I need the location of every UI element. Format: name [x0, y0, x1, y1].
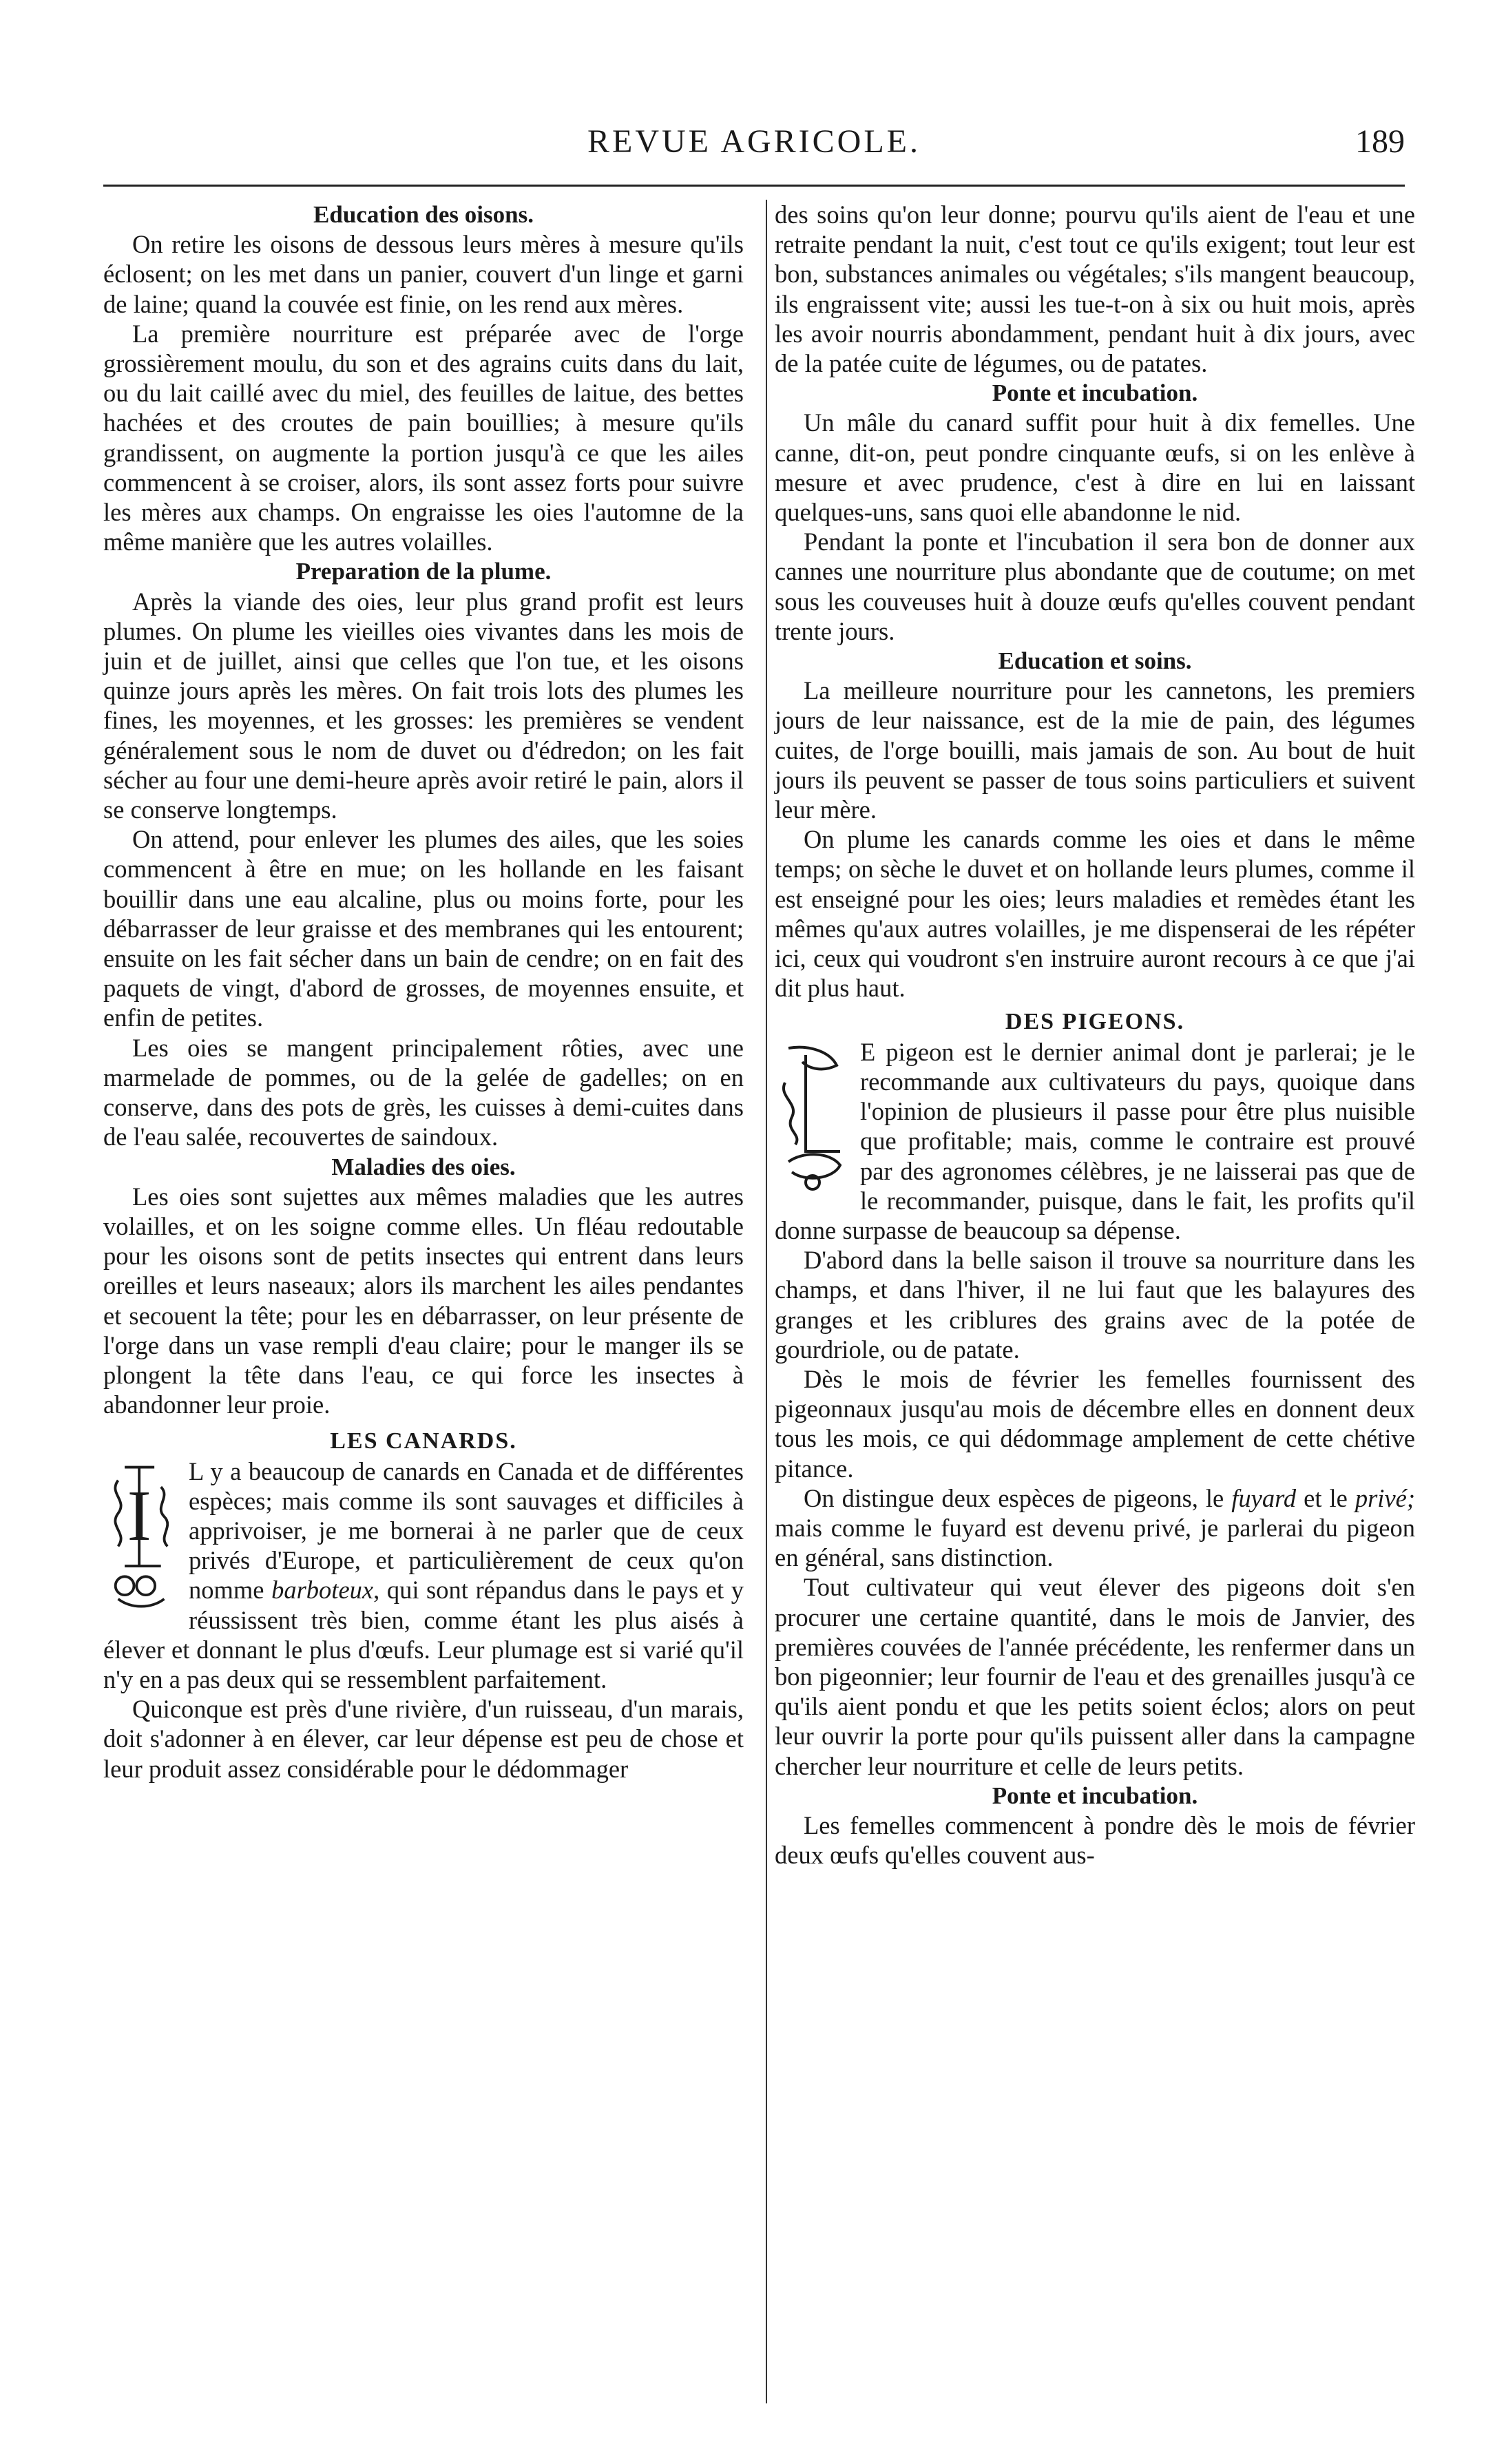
header-rule	[103, 185, 1405, 187]
paragraph: des soins qu'on leur donne; pourvu qu'ils aient de l'eau et une retraite pendant la nuit, c'est tout ce qu'ils exigent; tout leur est bon, substances animales ou végétales; s'ils mangent beaucoup, ils engraissent vite; aussi les tue-t-on à six ou huit mois, après les avoir nourris abondamment, pendant huit à dix jours, avec de la patée cuite de légumes, ou de patates.	[775, 200, 1415, 378]
paragraph: On plume les canards comme les oies et dans le même temps; on sèche le duvet et on hollande leurs plumes, comme il est enseigné pour les oies; leurs maladies et remèdes étant les mêmes qu'aux autres volailles, je me dispenserai de les répéter ici, ceux qui voudront s'en instruire auront recours à ce que j'ai dit plus haut.	[775, 825, 1415, 1003]
paragraph: Les femelles commencent à pondre dès le mois de février deux œufs qu'elles couvent aus-	[775, 1810, 1415, 1870]
heading-maladies-oies: Maladies des oies.	[331, 1153, 516, 1180]
heading-des-pigeons: DES PIGEONS.	[1005, 1009, 1185, 1035]
paragraph: On attend, pour enlever les plumes des ailes, que les soies commencent à être en mue; on les hollande en les faisant bouillir dans une eau alcaline, plus ou moins forte, pour les débarrasser de leur graisse et des membranes qui les entourent; ensuite on les fait sécher dans un bain de cendre; on en fait des paquets de vingt, d'abord de grosses, de moyennes ensuite, et enfin de petites.	[103, 825, 744, 1032]
paragraph: Après la viande des oies, leur plus grand profit est leurs plumes. On plume les vieilles oies vivantes dans les mois de juin et de juillet, ainsi que celles que l'on tue, et les oisons quinze jours après les mères. On fait trois lots des plumes les fines, les moyennes, et les grosses: les premières se vendent généralement sous le nom de duvet ou d'édredon; on les fait sécher au four une demi-heure après avoir retiré le pain, alors il se conserve longtemps.	[103, 587, 744, 824]
heading-education-soins: Education et soins.	[998, 647, 1192, 675]
heading-les-canards: LES CANARDS.	[330, 1428, 517, 1454]
paragraph: La meilleure nourriture pour les cannetons, les premiers jours de leur naissance, est de la mie de pain, des légumes cuites, de l'orge bouilli, mais jamais de son. Au bout de huit jours ils peuvent se passer de tous soins particuliers et suivent leur mère.	[775, 676, 1415, 824]
paragraph: Un mâle du canard suffit pour huit à dix femelles. Une canne, dit-on, peut pondre cinquante œufs, si on les enlève à mesure et avec prudence, c'est à dire en lui en laissant quelques-uns, sans quoi elle abandonne le nid.	[775, 408, 1415, 527]
paragraph: Tout cultivateur qui veut élever des pigeons doit s'en procurer une certaine quantité, dans le mois de Janvier, des premières couvées de l'année précédente, les renfermer dans un bon pigeonnier; leur fournir de l'eau et des grenailles jusqu'à ce qu'ils aient pondu et que les petits soient éclos; alors on peut leur ouvrir la porte pour qu'ils puissent aller dans la campagne chercher leur nourriture et celle de leurs petits.	[775, 1573, 1415, 1780]
page-number: 189	[1355, 123, 1405, 160]
svg-text:I: I	[127, 1474, 151, 1556]
column-divider	[766, 200, 767, 2403]
paragraph: Les oies sont sujettes aux mêmes maladies que les autres volailles, et on les soigne comme elles. Un fléau redoutable pour les oisons sont de petits insectes qui entrent dans leurs oreilles et leurs naseaux; alors ils marchent les ailes pendantes et secouent la tête; pour les en débarrasser, on leur présente de l'orge dans un vase rempli d'eau claire; pour le manger ils se plongent la tête dans l'eau, ce qui force les insectes à abandonner leur proie.	[103, 1182, 744, 1419]
page-header	[103, 123, 1405, 164]
paragraph: Quiconque est près d'une rivière, d'un ruisseau, d'un marais, doit s'adonner à en élever, car leur dépense est peu de chose et leur produit assez considérable pour le dédommager	[103, 1695, 744, 1783]
paragraph: On distingue deux espèces de pigeons, le fuyard et le privé; mais comme le fuyard est devenu privé, je parlerai du pigeon en général, sans distinction.	[775, 1483, 1415, 1572]
paragraph: Dès le mois de février les femelles fournissent des pigeonnaux jusqu'au mois de décembre elles en donnent deux tous les mois, ce qui dédommage amplement de cette chétive pitance.	[775, 1364, 1415, 1483]
ornate-initial-l-icon	[103, 1461, 179, 1619]
paragraph: On retire les oisons de dessous leurs mères à mesure qu'ils éclosent; on les met dans un panier, couvert d'un linge et garni de laine; quand la couvée est finie, on les rend aux mères.	[103, 230, 744, 318]
heading-education-oisons: Education des oisons.	[313, 201, 534, 228]
running-title: REVUE AGRICOLE.	[587, 123, 921, 160]
left-column	[103, 200, 744, 1784]
paragraph-canards: I L y a beaucoup de canards en Canada et de différentes espèces; mais comme ils sont sauvages et difficiles à apprivoiser, je me bornerai à ne parler que de ceux privés d'Europe, et particulièrement de ceux qu'on nomme barboteux, qui sont répandus dans le pays et y réussissent très bien, comme étant les plus aisés à élever et donnant le plus d'œufs. Leur plumage est si varié qu'il n'y en a pas deux qui se ressemblent parfaitement.	[103, 1457, 744, 1693]
heading-ponte-incubation-pigeons: Ponte et incubation.	[992, 1782, 1198, 1809]
paragraph: Les oies se mangent principalement rôties, avec une marmelade de pommes, ou de la gelée de gadelles; on en conserve, dans des pots de grès, les cuisses à demi-cuites dans de l'eau salée, recouvertes de saindoux.	[103, 1033, 744, 1151]
right-column	[775, 200, 1415, 1870]
paragraph: D'abord dans la belle saison il trouve sa nourriture dans les champs, et dans l'hiver, il ne lui faut que les balayures des granges et les criblures des grains avec de la potée de gourdriole, ou de patate.	[775, 1246, 1415, 1364]
paragraph-pigeons: E pigeon est le dernier animal dont je parlerai; je le recommande aux cultivateurs du pays, quoique dans l'opinion de plusieurs il passe pour être plus nuisible que profitable; mais, comme le contraire est prouvé par des agronomes célèbres, je ne laisserai pas que de le recommander, puisque, dans le fait, les profits qu'il donne surpasse de beaucoup sa dépense.	[775, 1037, 1415, 1244]
paragraph: La première nourriture est préparée avec de l'orge grossièrement moulu, du son et des agrains cuits dans du lait, ou du lait caillé avec du miel, des feuilles de laitue, des bettes hachées et des croutes de pain bouillies; à mesure qu'ils grandissent, on augmente la portion jusqu'à ce que les ailes commencent à se croiser, alors, ils sont assez forts pour suivre les mères aux champs. On engraisse les oies l'automne de la même manière que les autres volailles.	[103, 319, 744, 556]
heading-ponte-incubation: Ponte et incubation.	[992, 379, 1198, 407]
heading-preparation-plume: Preparation de la plume.	[295, 558, 552, 585]
ornate-initial-l-icon	[775, 1041, 850, 1193]
paragraph: Pendant la ponte et l'incubation il sera bon de donner aux cannes une nourriture plus abondante que de coutume; on met sous les couveuses huit à douze œufs qu'elles couvent pendant trente jours.	[775, 528, 1415, 645]
